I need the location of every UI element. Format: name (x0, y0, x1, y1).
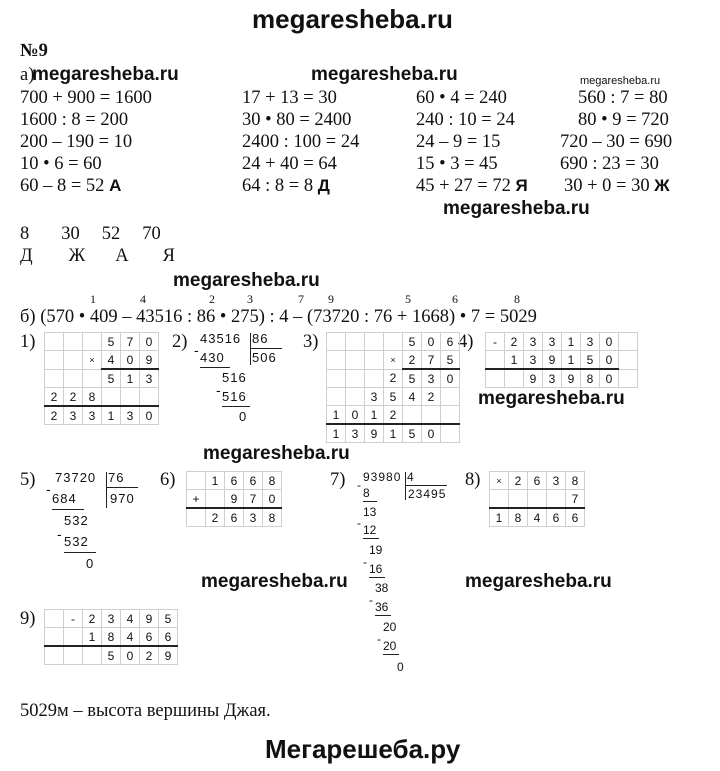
watermark: megaresheba.ru (580, 75, 661, 87)
equations-col2: 17 + 13 = 30 30 • 80 = 2400 2400 : 100 = 24 24 + 40 = 64 64 : 8 = 8 Д (242, 88, 360, 196)
letter-a: А (109, 176, 122, 195)
equations-col4: 560 : 7 = 80 80 • 9 = 720 720 – 30 = 690 690 : 23 = 30 30 + 0 = 30 Ж (560, 88, 673, 196)
order-mark: 3 (247, 292, 253, 306)
step-label: 1) (20, 332, 36, 352)
division-2: 43516 (200, 331, 242, 346)
step-label: 9) (20, 609, 36, 629)
watermark: megaresheba.ru (443, 198, 590, 219)
order-mark: 7 (298, 292, 304, 306)
answer-letters: Д Ж А Я (20, 246, 175, 266)
multiplication-grid: × 2 6 3 8 7 1 8 4 6 6 (489, 471, 585, 527)
step-label: 5) (20, 470, 36, 490)
watermark: megaresheba.ru (311, 64, 458, 85)
equations-col3: 60 • 4 = 240 240 : 10 = 24 24 – 9 = 15 15 • 3 = 45 45 + 27 = 72 Я (416, 88, 528, 196)
watermark: megaresheba.ru (173, 270, 320, 291)
step-label: 3) (303, 332, 319, 352)
step-label: 4) (458, 332, 474, 352)
step-label: 2) (172, 332, 188, 352)
subtraction-grid: - 2 3 3 1 3 0 1 3 9 1 5 0 9 3 9 8 0 (485, 332, 638, 388)
part-a-label: а) (20, 65, 35, 85)
watermark: megaresheba.ru (478, 388, 625, 409)
order-mark: 8 (514, 292, 520, 306)
watermark: megaresheba.ru (203, 443, 350, 464)
expression-line: б) (570 • 409 – 43516 : 86 • 275) : 4 – (73720 : 76 + 1668) • 7 = 5029 (20, 307, 537, 327)
order-mark: 6 (452, 292, 458, 306)
subtraction-grid: - 2 3 4 9 5 1 8 4 6 6 5 0 2 9 (44, 609, 178, 665)
order-mark: 1 (90, 292, 96, 306)
step-label: 7) (330, 470, 346, 490)
watermark-bottom: Мегарешеба.ру (265, 734, 461, 764)
answer-numbers: 8 30 52 70 (20, 224, 161, 244)
order-mark: 9 (328, 292, 334, 306)
step-label: 8) (465, 470, 481, 490)
equations-col1: 700 + 900 = 1600 1600 : 8 = 200 200 – 190 = 10 10 • 6 = 60 60 – 8 = 52 А (20, 88, 152, 196)
multiplication-grid: 5 0 6 × 2 7 5 2 5 3 0 3 5 4 2 1 0 1 2 1 3 9 1 5 0 (326, 332, 460, 443)
multiplication-grid: 5 7 0 × 4 0 9 5 1 3 2 2 8 2 3 3 1 3 0 (44, 332, 159, 425)
watermark-top: megaresheba.ru (252, 4, 453, 34)
order-mark: 4 (140, 292, 146, 306)
watermark: megaresheba.ru (465, 571, 612, 592)
order-mark: 5 (405, 292, 411, 306)
task-number: №9 (20, 41, 48, 61)
letter-d: Д (317, 176, 330, 195)
watermark: megaresheba.ru (32, 64, 179, 85)
letter-zh: Ж (654, 176, 670, 195)
step-label: 6) (160, 470, 176, 490)
order-mark: 2 (209, 292, 215, 306)
division-5: 73720 (55, 470, 97, 485)
addition-grid: 1 6 6 8 + 9 7 0 2 6 3 8 (186, 471, 282, 527)
letter-ya: Я (515, 176, 528, 195)
conclusion: 5029м – высота вершины Джая. (20, 701, 271, 721)
watermark: megaresheba.ru (201, 571, 348, 592)
